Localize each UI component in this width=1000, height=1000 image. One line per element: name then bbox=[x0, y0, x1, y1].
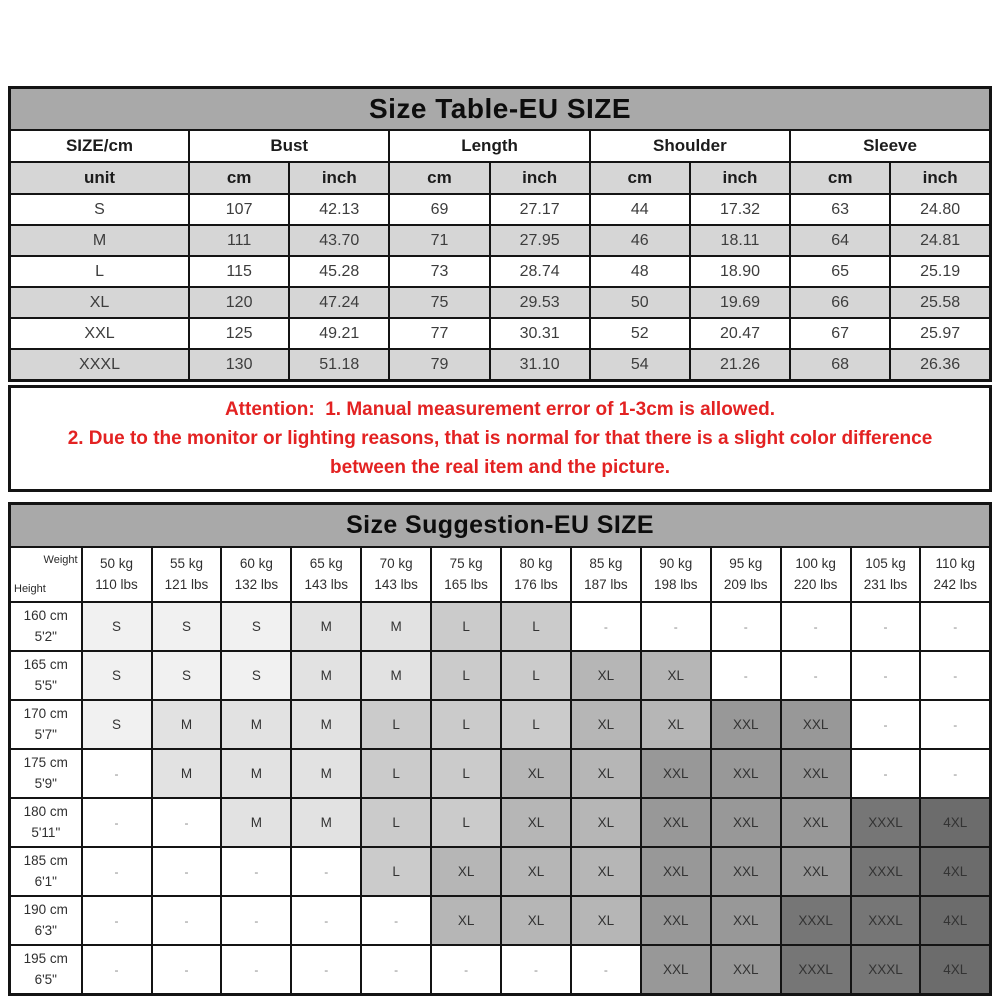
size-table-section bbox=[8, 86, 992, 382]
measurement-value: 28.74 bbox=[490, 256, 590, 287]
size-recommendation-cell: XL bbox=[571, 651, 641, 700]
size-recommendation-cell: XXL bbox=[711, 847, 781, 896]
size-recommendation-cell: 4XL bbox=[920, 847, 990, 896]
measurement-value: 49.21 bbox=[289, 318, 389, 349]
measurement-value: 19.69 bbox=[690, 287, 790, 318]
measurement-value: 27.17 bbox=[490, 194, 590, 225]
weight-column-header bbox=[152, 547, 222, 602]
size-recommendation-cell: XXL bbox=[641, 847, 711, 896]
corner-weight-label: Weight bbox=[43, 554, 78, 566]
unit-header: cm bbox=[189, 162, 289, 194]
size-empty-cell: - bbox=[221, 847, 291, 896]
weight-kg-label: 90 kg bbox=[659, 556, 693, 572]
height-ft-label: 6'1" bbox=[34, 873, 57, 889]
size-recommendation-cell: XXL bbox=[711, 798, 781, 847]
size-table-row bbox=[10, 225, 991, 256]
height-label-cell bbox=[10, 847, 82, 896]
size-table-row bbox=[10, 318, 991, 349]
size-recommendation-cell: M bbox=[221, 749, 291, 798]
size-recommendation-cell: XXL bbox=[711, 749, 781, 798]
height-row bbox=[10, 749, 991, 798]
size-empty-cell: - bbox=[431, 945, 501, 995]
size-recommendation-cell: M bbox=[291, 749, 361, 798]
size-recommendation-cell: L bbox=[361, 798, 431, 847]
size-recommendation-cell: XL bbox=[571, 896, 641, 945]
size-recommendation-cell: XL bbox=[501, 749, 571, 798]
size-empty-cell: - bbox=[221, 896, 291, 945]
weight-column-header bbox=[501, 547, 571, 602]
size-empty-cell: - bbox=[851, 651, 921, 700]
size-recommendation-cell: L bbox=[501, 602, 571, 651]
measurement-value: 31.10 bbox=[490, 349, 590, 381]
size-recommendation-cell: XXL bbox=[641, 798, 711, 847]
size-empty-cell: - bbox=[851, 700, 921, 749]
size-empty-cell: - bbox=[711, 602, 781, 651]
size-recommendation-cell: XXL bbox=[781, 700, 851, 749]
height-ft-label: 5'9" bbox=[34, 775, 57, 791]
size-recommendation-cell: M bbox=[291, 651, 361, 700]
weight-column-header bbox=[711, 547, 781, 602]
size-suggestion-title-row bbox=[10, 504, 991, 548]
measurement-value: 21.26 bbox=[690, 349, 790, 381]
size-table-group-header-row bbox=[10, 130, 991, 162]
size-suggestion-section bbox=[8, 502, 992, 996]
weight-lbs-label: 121 lbs bbox=[164, 576, 209, 592]
height-cm-label: 190 cm bbox=[23, 902, 68, 918]
height-cm-label: 160 cm bbox=[23, 608, 68, 624]
height-row bbox=[10, 896, 991, 945]
height-row bbox=[10, 602, 991, 651]
weight-kg-label: 80 kg bbox=[519, 556, 553, 572]
size-recommendation-cell: 4XL bbox=[920, 896, 990, 945]
measurement-value: 111 bbox=[189, 225, 289, 256]
measurement-value: 20.47 bbox=[690, 318, 790, 349]
weight-kg-label: 85 kg bbox=[589, 556, 623, 572]
size-recommendation-cell: L bbox=[501, 700, 571, 749]
weight-lbs-label: 187 lbs bbox=[584, 576, 628, 592]
size-recommendation-cell: M bbox=[291, 700, 361, 749]
size-recommendation-cell: XXL bbox=[711, 945, 781, 995]
height-row bbox=[10, 945, 991, 995]
height-cm-label: 180 cm bbox=[23, 804, 68, 820]
length-group-header: Length bbox=[389, 130, 589, 162]
size-table-title: Size Table-EU SIZE bbox=[10, 88, 991, 131]
size-empty-cell: - bbox=[82, 847, 152, 896]
measurement-value: 29.53 bbox=[490, 287, 590, 318]
sleeve-group-header: Sleeve bbox=[790, 130, 990, 162]
weight-lbs-label: 198 lbs bbox=[654, 576, 698, 592]
size-recommendation-cell: S bbox=[221, 602, 291, 651]
size-recommendation-cell: M bbox=[221, 700, 291, 749]
size-recommendation-cell: M bbox=[361, 651, 431, 700]
attention-line-1: Attention: 1. Manual measurement error of 1-3cm is allowed. bbox=[224, 399, 776, 420]
size-empty-cell: - bbox=[920, 749, 990, 798]
unit-header: cm bbox=[590, 162, 690, 194]
size-recommendation-cell: XXL bbox=[641, 896, 711, 945]
weight-kg-label: 55 kg bbox=[169, 556, 203, 572]
size-recommendation-cell: L bbox=[361, 749, 431, 798]
size-recommendation-cell: L bbox=[431, 700, 501, 749]
weight-lbs-label: 143 lbs bbox=[374, 576, 418, 592]
measurement-value: 73 bbox=[389, 256, 489, 287]
measurement-value: 24.80 bbox=[890, 194, 990, 225]
size-table-row bbox=[10, 287, 991, 318]
size-empty-cell: - bbox=[781, 651, 851, 700]
size-recommendation-cell: L bbox=[361, 700, 431, 749]
measurement-value: 115 bbox=[189, 256, 289, 287]
size-recommendation-cell: XXXL bbox=[851, 896, 921, 945]
size-table-title-row bbox=[10, 88, 991, 131]
size-empty-cell: - bbox=[920, 700, 990, 749]
size-empty-cell: - bbox=[781, 602, 851, 651]
measurement-value: 17.32 bbox=[690, 194, 790, 225]
size-recommendation-cell: XL bbox=[501, 896, 571, 945]
weight-column-header bbox=[920, 547, 990, 602]
size-label: XXXL bbox=[10, 349, 190, 381]
size-suggestion-table bbox=[8, 502, 992, 996]
size-recommendation-cell: L bbox=[431, 602, 501, 651]
height-ft-label: 5'7" bbox=[34, 726, 57, 742]
attention-line-2: 2. Due to the monitor or lighting reasons, that is normal for that there is a slight color difference bbox=[67, 428, 933, 449]
weight-kg-label: 60 kg bbox=[239, 556, 273, 572]
weight-column-header bbox=[781, 547, 851, 602]
size-table bbox=[8, 86, 992, 382]
size-empty-cell: - bbox=[291, 847, 361, 896]
height-label-cell bbox=[10, 700, 82, 749]
shoulder-group-header: Shoulder bbox=[590, 130, 790, 162]
size-empty-cell: - bbox=[641, 602, 711, 651]
size-empty-cell: - bbox=[82, 749, 152, 798]
size-recommendation-cell: XL bbox=[431, 896, 501, 945]
weight-lbs-label: 220 lbs bbox=[793, 576, 838, 592]
size-recommendation-cell: S bbox=[152, 602, 222, 651]
measurement-value: 42.13 bbox=[289, 194, 389, 225]
size-empty-cell: - bbox=[152, 847, 222, 896]
measurement-value: 75 bbox=[389, 287, 489, 318]
size-recommendation-cell: L bbox=[431, 749, 501, 798]
size-recommendation-cell: S bbox=[221, 651, 291, 700]
size-cm-corner-label: SIZE/cm bbox=[10, 130, 190, 162]
size-recommendation-cell: 4XL bbox=[920, 945, 990, 995]
size-recommendation-cell: M bbox=[152, 700, 222, 749]
measurement-value: 25.19 bbox=[890, 256, 990, 287]
measurement-value: 25.97 bbox=[890, 318, 990, 349]
size-recommendation-cell: XXL bbox=[781, 798, 851, 847]
unit-header: inch bbox=[890, 162, 990, 194]
height-row bbox=[10, 651, 991, 700]
size-recommendation-cell: XXXL bbox=[781, 896, 851, 945]
size-empty-cell: - bbox=[571, 945, 641, 995]
measurement-value: 66 bbox=[790, 287, 890, 318]
height-ft-label: 5'5" bbox=[34, 677, 57, 693]
size-recommendation-cell: XL bbox=[571, 798, 641, 847]
size-recommendation-cell: S bbox=[82, 651, 152, 700]
weight-lbs-label: 176 lbs bbox=[514, 576, 558, 592]
size-empty-cell: - bbox=[920, 651, 990, 700]
height-row bbox=[10, 700, 991, 749]
size-recommendation-cell: S bbox=[152, 651, 222, 700]
size-empty-cell: - bbox=[571, 602, 641, 651]
size-recommendation-cell: 4XL bbox=[920, 798, 990, 847]
size-recommendation-cell: M bbox=[361, 602, 431, 651]
size-recommendation-cell: XL bbox=[571, 749, 641, 798]
measurement-value: 43.70 bbox=[289, 225, 389, 256]
measurement-value: 47.24 bbox=[289, 287, 389, 318]
measurement-value: 18.90 bbox=[690, 256, 790, 287]
size-recommendation-cell: XXXL bbox=[781, 945, 851, 995]
measurement-value: 77 bbox=[389, 318, 489, 349]
size-suggestion-title: Size Suggestion-EU SIZE bbox=[10, 504, 991, 548]
weight-lbs-label: 110 lbs bbox=[95, 576, 138, 592]
weight-kg-label: 100 kg bbox=[795, 556, 836, 572]
weight-lbs-label: 242 lbs bbox=[933, 576, 977, 592]
height-cm-label: 175 cm bbox=[23, 755, 68, 771]
size-empty-cell: - bbox=[920, 602, 990, 651]
size-recommendation-cell: L bbox=[501, 651, 571, 700]
size-empty-cell: - bbox=[361, 896, 431, 945]
height-label-cell bbox=[10, 651, 82, 700]
unit-header: inch bbox=[289, 162, 389, 194]
size-recommendation-cell: M bbox=[221, 798, 291, 847]
measurement-value: 69 bbox=[389, 194, 489, 225]
size-label: XL bbox=[10, 287, 190, 318]
size-empty-cell: - bbox=[291, 896, 361, 945]
measurement-value: 54 bbox=[590, 349, 690, 381]
weight-kg-label: 65 kg bbox=[309, 556, 343, 572]
measurement-value: 65 bbox=[790, 256, 890, 287]
measurement-value: 24.81 bbox=[890, 225, 990, 256]
attention-box bbox=[8, 385, 992, 492]
size-recommendation-cell: XL bbox=[501, 847, 571, 896]
height-cm-label: 195 cm bbox=[23, 951, 68, 967]
weight-kg-label: 105 kg bbox=[865, 556, 906, 572]
size-recommendation-cell: XXL bbox=[711, 700, 781, 749]
height-ft-label: 6'5" bbox=[34, 971, 57, 987]
measurement-value: 125 bbox=[189, 318, 289, 349]
weight-kg-label: 75 kg bbox=[449, 556, 483, 572]
unit-header: cm bbox=[389, 162, 489, 194]
size-recommendation-cell: XL bbox=[571, 847, 641, 896]
size-label: M bbox=[10, 225, 190, 256]
size-recommendation-cell: M bbox=[152, 749, 222, 798]
size-label: XXL bbox=[10, 318, 190, 349]
size-empty-cell: - bbox=[152, 945, 222, 995]
height-ft-label: 5'2" bbox=[34, 628, 57, 644]
height-cm-label: 165 cm bbox=[23, 657, 68, 673]
size-recommendation-cell: XXL bbox=[641, 749, 711, 798]
weight-lbs-label: 143 lbs bbox=[304, 576, 349, 592]
size-empty-cell: - bbox=[221, 945, 291, 995]
size-empty-cell: - bbox=[82, 798, 152, 847]
size-recommendation-cell: XXXL bbox=[851, 945, 921, 995]
weight-column-header bbox=[291, 547, 361, 602]
measurement-value: 48 bbox=[590, 256, 690, 287]
size-empty-cell: - bbox=[851, 602, 921, 651]
measurement-value: 30.31 bbox=[490, 318, 590, 349]
weight-column-header bbox=[641, 547, 711, 602]
measurement-value: 26.36 bbox=[890, 349, 990, 381]
measurement-value: 44 bbox=[590, 194, 690, 225]
measurement-value: 51.18 bbox=[289, 349, 389, 381]
height-label-cell bbox=[10, 602, 82, 651]
weight-column-header bbox=[431, 547, 501, 602]
size-recommendation-cell: XXL bbox=[641, 945, 711, 995]
size-empty-cell: - bbox=[501, 945, 571, 995]
measurement-value: 64 bbox=[790, 225, 890, 256]
weight-height-corner-cell bbox=[10, 547, 82, 602]
size-empty-cell: - bbox=[291, 945, 361, 995]
size-recommendation-cell: XXXL bbox=[851, 847, 921, 896]
size-table-row bbox=[10, 349, 991, 381]
size-recommendation-cell: XXL bbox=[781, 749, 851, 798]
size-recommendation-cell: XL bbox=[501, 798, 571, 847]
size-empty-cell: - bbox=[711, 651, 781, 700]
unit-header: inch bbox=[490, 162, 590, 194]
height-ft-label: 6'3" bbox=[34, 922, 57, 938]
height-label-cell bbox=[10, 896, 82, 945]
attention-line-3: between the real item and the picture. bbox=[330, 457, 670, 478]
weight-column-header bbox=[571, 547, 641, 602]
measurement-value: 130 bbox=[189, 349, 289, 381]
weight-kg-label: 95 kg bbox=[729, 556, 763, 572]
weight-kg-label: 110 kg bbox=[935, 556, 975, 572]
measurement-value: 46 bbox=[590, 225, 690, 256]
size-recommendation-cell: XXL bbox=[781, 847, 851, 896]
unit-label: unit bbox=[10, 162, 190, 194]
size-recommendation-cell: L bbox=[431, 651, 501, 700]
size-recommendation-cell: XL bbox=[641, 651, 711, 700]
size-table-row bbox=[10, 256, 991, 287]
size-table-unit-row bbox=[10, 162, 991, 194]
unit-header: inch bbox=[690, 162, 790, 194]
height-cm-label: 170 cm bbox=[23, 706, 68, 722]
weight-column-header bbox=[221, 547, 291, 602]
size-recommendation-cell: XL bbox=[571, 700, 641, 749]
weight-column-header bbox=[851, 547, 921, 602]
measurement-value: 79 bbox=[389, 349, 489, 381]
size-recommendation-cell: XXXL bbox=[851, 798, 921, 847]
size-recommendation-cell: XL bbox=[431, 847, 501, 896]
size-recommendation-cell: L bbox=[361, 847, 431, 896]
measurement-value: 63 bbox=[790, 194, 890, 225]
measurement-value: 18.11 bbox=[690, 225, 790, 256]
weight-kg-label: 50 kg bbox=[100, 556, 134, 572]
height-row bbox=[10, 798, 991, 847]
measurement-value: 52 bbox=[590, 318, 690, 349]
size-recommendation-cell: S bbox=[82, 602, 152, 651]
weight-column-header bbox=[82, 547, 152, 602]
size-table-row bbox=[10, 194, 991, 225]
unit-header: cm bbox=[790, 162, 890, 194]
weight-lbs-label: 209 lbs bbox=[723, 576, 768, 592]
weight-header-row bbox=[10, 547, 991, 602]
size-recommendation-cell: XL bbox=[641, 700, 711, 749]
size-recommendation-cell: M bbox=[291, 602, 361, 651]
size-recommendation-cell: M bbox=[291, 798, 361, 847]
size-recommendation-cell: S bbox=[82, 700, 152, 749]
weight-lbs-label: 165 lbs bbox=[444, 576, 488, 592]
size-empty-cell: - bbox=[152, 798, 222, 847]
height-cm-label: 185 cm bbox=[23, 853, 68, 869]
size-label: S bbox=[10, 194, 190, 225]
measurement-value: 45.28 bbox=[289, 256, 389, 287]
measurement-value: 67 bbox=[790, 318, 890, 349]
height-label-cell bbox=[10, 749, 82, 798]
height-row bbox=[10, 847, 991, 896]
size-empty-cell: - bbox=[361, 945, 431, 995]
measurement-value: 25.58 bbox=[890, 287, 990, 318]
size-empty-cell: - bbox=[82, 896, 152, 945]
weight-lbs-label: 132 lbs bbox=[234, 576, 279, 592]
size-empty-cell: - bbox=[152, 896, 222, 945]
weight-kg-label: 70 kg bbox=[379, 556, 413, 572]
measurement-value: 71 bbox=[389, 225, 489, 256]
size-label: L bbox=[10, 256, 190, 287]
size-recommendation-cell: L bbox=[431, 798, 501, 847]
size-empty-cell: - bbox=[851, 749, 921, 798]
corner-height-label: Height bbox=[14, 582, 46, 595]
measurement-value: 27.95 bbox=[490, 225, 590, 256]
weight-lbs-label: 231 lbs bbox=[863, 576, 908, 592]
height-label-cell bbox=[10, 945, 82, 995]
measurement-value: 120 bbox=[189, 287, 289, 318]
measurement-value: 50 bbox=[590, 287, 690, 318]
size-empty-cell: - bbox=[82, 945, 152, 995]
size-recommendation-cell: XXL bbox=[711, 896, 781, 945]
measurement-value: 107 bbox=[189, 194, 289, 225]
weight-column-header bbox=[361, 547, 431, 602]
size-chart-page bbox=[8, 86, 992, 996]
bust-group-header: Bust bbox=[189, 130, 389, 162]
measurement-value: 68 bbox=[790, 349, 890, 381]
height-ft-label: 5'11" bbox=[31, 824, 61, 840]
height-label-cell bbox=[10, 798, 82, 847]
